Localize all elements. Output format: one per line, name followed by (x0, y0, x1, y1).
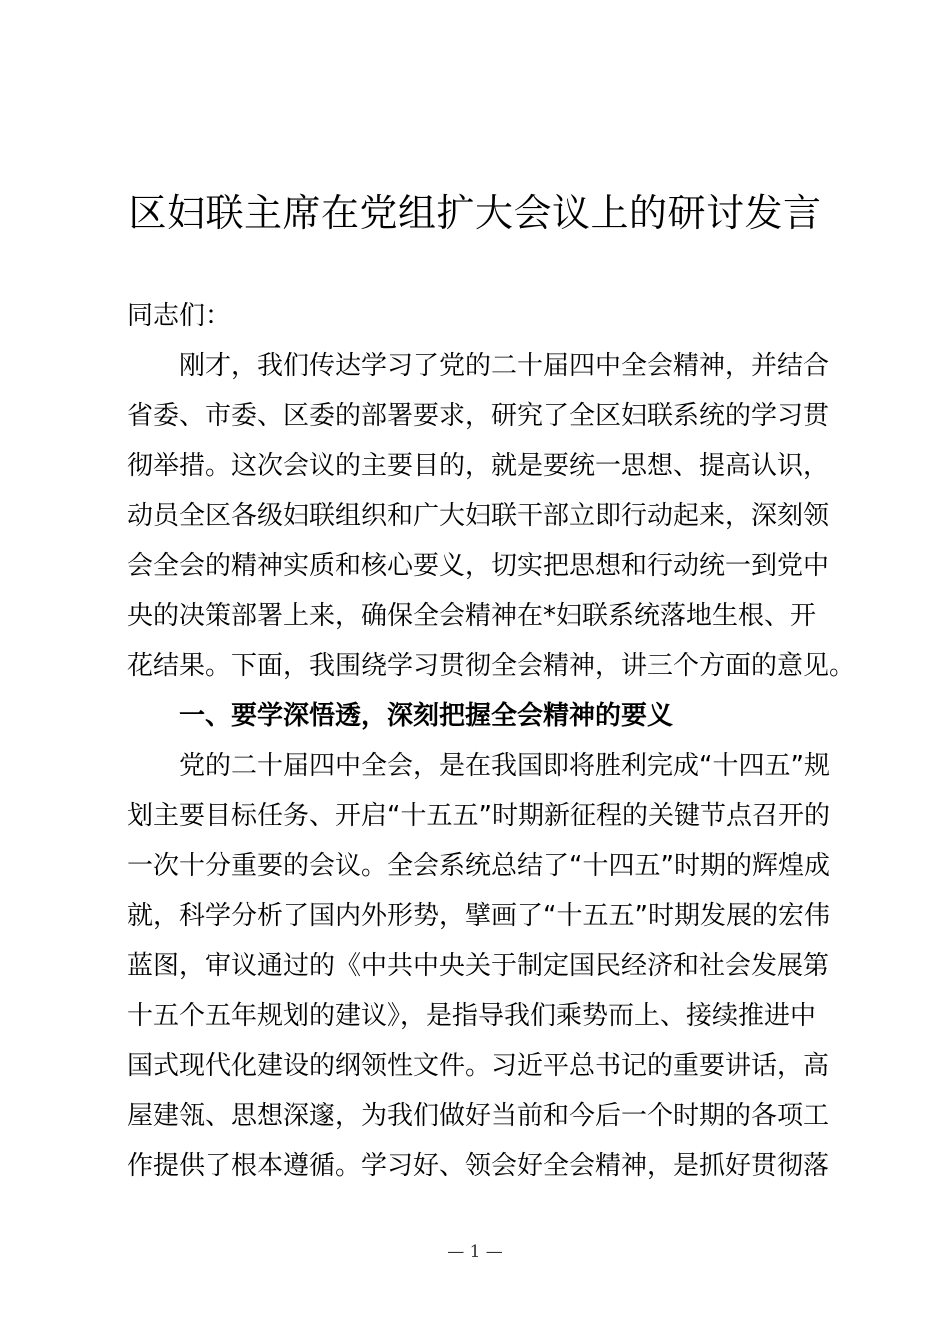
paragraph-line: 花结果。下面，我围绕学习贯彻全会精神，讲三个方面的意见。 (127, 651, 856, 681)
paragraph-line: 党的二十届四中全会，是在我国即将胜利完成“十四五”规 (179, 751, 830, 781)
page-number: — 1 — (447, 1242, 503, 1262)
paragraph-line: 央的决策部署上来，确保全会精神在*妇联系统落地生根、开 (127, 601, 817, 631)
salutation-line: 同志们： (127, 301, 232, 331)
document-body (127, 291, 856, 1191)
section-heading: 一、要学深悟透，深刻把握全会精神的要义 (179, 701, 674, 731)
document-title: 区妇联主席在党组扩大会议上的研讨发言 (128, 191, 822, 235)
paragraph-line: 一次十分重要的会议。全会系统总结了“十四五”时期的辉煌成 (127, 851, 830, 881)
paragraph-line: 就，科学分析了国内外形势，擘画了“十五五”时期发展的宏伟 (127, 901, 830, 931)
paragraph-line: 十五个五年规划的建议》，是指导我们乘势而上、接续推进中 (127, 1001, 817, 1031)
paragraph-line: 作提供了根本遵循。学习好、领会好全会精神，是抓好贯彻落 (127, 1151, 830, 1181)
paragraph-line: 彻举措。这次会议的主要目的，就是要统一思想、提高认识， (127, 451, 830, 481)
paragraph-line: 刚才，我们传达学习了党的二十届四中全会精神，并结合 (179, 351, 830, 381)
paragraph-line: 划主要目标任务、开启“十五五”时期新征程的关键节点召开的 (127, 801, 830, 831)
paragraph-line: 屋建瓴、思想深邃，为我们做好当前和今后一个时期的各项工 (127, 1101, 830, 1131)
paragraph-line: 国式现代化建设的纲领性文件。习近平总书记的重要讲话，高 (127, 1051, 830, 1081)
paragraph-line: 蓝图，审议通过的《中共中央关于制定国民经济和社会发展第 (127, 951, 830, 981)
paragraph-line: 会全会的精神实质和核心要义，切实把思想和行动统一到党中 (127, 551, 830, 581)
paragraph-line: 动员全区各级妇联组织和广大妇联干部立即行动起来，深刻领 (127, 501, 830, 531)
paragraph-line: 省委、市委、区委的部署要求，研究了全区妇联系统的学习贯 (127, 401, 830, 431)
